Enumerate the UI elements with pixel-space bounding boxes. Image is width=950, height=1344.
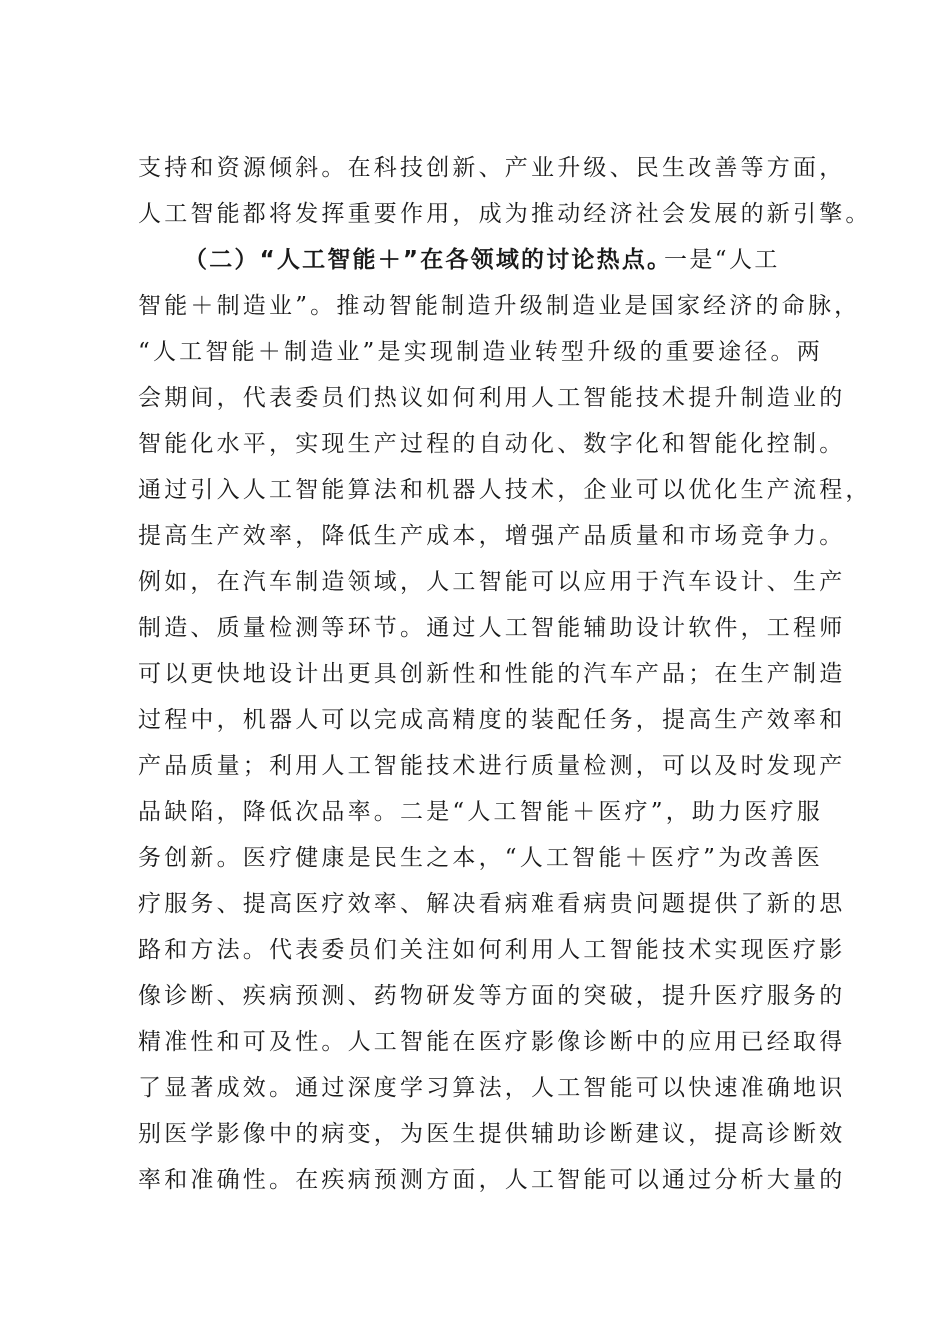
text-line-23: 率和准确性。在疾病预测方面，人工智能可以通过分析大量的 — [138, 1167, 846, 1193]
text-line-3-tail: 一是“人工 — [664, 247, 780, 273]
text-line-22: 别医学影像中的病变，为医生提供辅助诊断建议，提高诊断效 — [138, 1121, 846, 1147]
text-line-12: 可以更快地设计出更具创新性和性能的汽车产品；在生产制造 — [138, 661, 846, 687]
text-line-9: 提高生产效率，降低生产成本，增强产品质量和市场竞争力。 — [138, 523, 846, 549]
text-line-15: 品缺陷，降低次品率。二是“人工智能＋医疗”，助力医疗服 — [138, 799, 823, 825]
text-line-20: 精准性和可及性。人工智能在医疗影像诊断中的应用已经取得 — [138, 1029, 846, 1055]
text-line-21: 了显著成效。通过深度学习算法，人工智能可以快速准确地识 — [138, 1075, 846, 1101]
text-line-18: 路和方法。代表委员们关注如何利用人工智能技术实现医疗影 — [138, 937, 846, 963]
text-line-17: 疗服务、提高医疗效率、解决看病难看病贵问题提供了新的思 — [138, 891, 846, 917]
text-line-14: 产品质量；利用人工智能技术进行质量检测，可以及时发现产 — [138, 753, 846, 779]
section-heading: （二）“人工智能＋”在各领域的讨论热点。 — [184, 247, 673, 273]
text-line-1: 支持和资源倾斜。在科技创新、产业升级、民生改善等方面， — [138, 155, 846, 181]
text-line-6: 会期间，代表委员们热议如何利用人工智能技术提升制造业的 — [138, 385, 846, 411]
text-line-8: 通过引入人工智能算法和机器人技术，企业可以优化生产流程， — [138, 477, 872, 503]
text-line-13: 过程中，机器人可以完成高精度的装配任务，提高生产效率和 — [138, 707, 846, 733]
text-line-5: “人工智能＋制造业”是实现制造业转型升级的重要途径。两 — [138, 339, 823, 365]
text-line-11: 制造、质量检测等环节。通过人工智能辅助设计软件，工程师 — [138, 615, 846, 641]
text-line-16: 务创新。医疗健康是民生之本，“人工智能＋医疗”为改善医 — [138, 845, 823, 871]
text-line-7: 智能化水平，实现生产过程的自动化、数字化和智能化控制。 — [138, 431, 846, 457]
text-line-19: 像诊断、疾病预测、药物研发等方面的突破，提升医疗服务的 — [138, 983, 846, 1009]
text-line-4: 智能＋制造业”。推动智能制造升级制造业是国家经济的命脉， — [138, 293, 861, 319]
text-line-10: 例如，在汽车制造领域，人工智能可以应用于汽车设计、生产 — [138, 569, 846, 595]
text-line-2: 人工智能都将发挥重要作用，成为推动经济社会发展的新引擎。 — [138, 201, 872, 227]
